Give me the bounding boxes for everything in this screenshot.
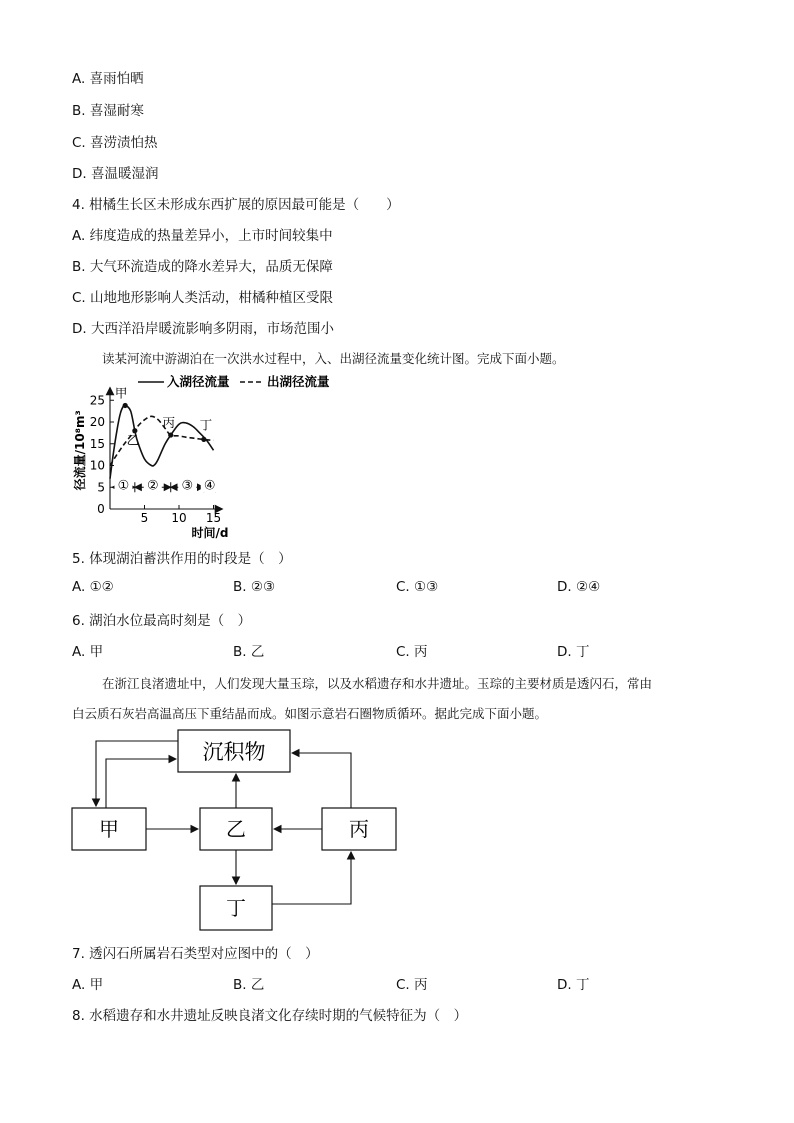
x-tick-label: 15	[205, 511, 222, 525]
jia-label: 甲	[99, 817, 119, 841]
ding-label: 丁	[226, 896, 246, 920]
data-point	[123, 403, 128, 408]
q4-stem: 4. 柑橘生长区未形成东西扩展的原因最可能是（ ）	[72, 197, 400, 213]
q3-option-d: D. 喜温暖湿润	[72, 166, 159, 182]
q6-option-a: A. 甲	[72, 644, 104, 660]
q4-option-d: D. 大西洋沿岸暖流影响多阴雨，市场范围小	[72, 321, 334, 337]
q7-option-d: D. 丁	[557, 977, 590, 993]
q5-stem: 5. 体现湖泊蓄洪作用的时段是（ ）	[72, 551, 292, 567]
legend-outflow-label: 出湖径流量	[267, 374, 330, 389]
period-label: ③	[181, 478, 194, 494]
runoff-chart	[68, 368, 358, 544]
rock-cycle-diagram	[66, 726, 406, 934]
x-tick-label: 0	[97, 502, 105, 516]
q6-option-b: B. 乙	[233, 644, 265, 660]
period-label: ④	[203, 478, 216, 494]
x-axis-label: 时间/d	[191, 526, 229, 540]
q3-option-c: C. 喜涝渍怕热	[72, 135, 158, 151]
y-tick-label: 20	[89, 415, 105, 429]
bing-label: 丙	[349, 817, 369, 841]
q5-option-a: A. ①②	[72, 579, 114, 595]
y-tick-label: 10	[89, 458, 105, 473]
arrow-ding-to-bing	[272, 852, 351, 904]
sediment-label: 沉积物	[202, 740, 266, 764]
diagram-intro-line-2: 白云质石灰岩高温高压下重结晶而成。如图示意岩石圈物质循环。据此完成下面小题。	[72, 706, 548, 721]
data-point	[168, 432, 173, 437]
y-tick-label: 5	[97, 480, 105, 495]
q5-option-d: D. ②④	[557, 579, 601, 595]
q4-option-c: C. 山地地形影响人类活动，柑橘种植区受限	[72, 290, 334, 306]
x-tick-label: 5	[140, 511, 149, 525]
q7-option-a: A. 甲	[72, 977, 104, 993]
period-label: ②	[146, 478, 159, 494]
q7-stem: 7. 透闪石所属岩石类型对应图中的（ ）	[72, 946, 319, 962]
q5-option-b: B. ②③	[233, 579, 276, 595]
q6-stem: 6. 湖泊水位最高时刻是（ ）	[72, 613, 252, 629]
arrow-bing-to-sediment	[292, 753, 351, 808]
arrow-jia-to-sediment	[106, 759, 176, 808]
y-tick-label: 15	[89, 436, 105, 451]
point-label: 丁	[199, 417, 213, 433]
q3-option-b: B. 喜湿耐寒	[72, 103, 144, 119]
period-label: ①	[117, 478, 130, 494]
q7-option-c: C. 丙	[396, 977, 428, 993]
y-axis-label: 径流量/10⁸m³	[73, 410, 87, 491]
q4-option-a: A. 纬度造成的热量差异小，上市时间较集中	[72, 228, 333, 244]
x-tick-label: 10	[171, 511, 187, 525]
q6-option-c: C. 丙	[396, 644, 428, 660]
chart-intro-text: 读某河流中游湖泊在一次洪水过程中，入、出湖径流量变化统计图。完成下面小题。	[102, 351, 565, 366]
q5-option-c: C. ①③	[396, 579, 439, 595]
point-label: 乙	[126, 432, 140, 448]
data-point	[201, 437, 206, 442]
diagram-intro-line-1: 在浙江良渚遗址中，人们发现大量玉琮，以及水稻遗存和水井遗址。玉琮的主要材质是透闪石，常由	[102, 676, 653, 691]
point-label: 丙	[162, 415, 175, 431]
q6-option-d: D. 丁	[557, 644, 590, 660]
y-tick-label: 25	[89, 393, 105, 408]
legend-inflow-label: 入湖径流量	[167, 374, 230, 389]
yi-label: 乙	[226, 817, 246, 841]
arrow-sediment-to-jia	[96, 741, 178, 806]
q3-option-a: A. 喜雨怕晒	[72, 71, 144, 87]
q8-stem: 8. 水稻遗存和水井遗址反映良渚文化存续时期的气候特征为（ ）	[72, 1008, 468, 1024]
q4-option-b: B. 大气环流造成的降水差异大，品质无保障	[72, 259, 333, 275]
q7-option-b: B. 乙	[233, 977, 265, 993]
point-label: 甲	[114, 385, 128, 401]
